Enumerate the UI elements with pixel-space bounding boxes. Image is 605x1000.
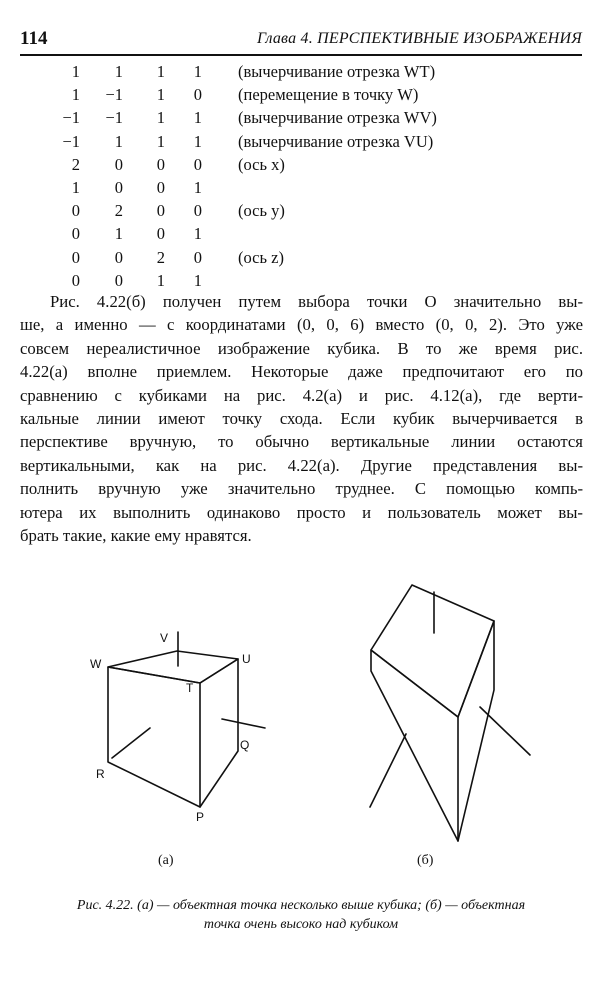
coord-row bbox=[50, 153, 530, 176]
coord-value: 2 bbox=[156, 247, 165, 267]
page-header bbox=[20, 28, 582, 54]
coord-value: −1 bbox=[62, 108, 80, 128]
vertex-label-q: Q bbox=[240, 738, 250, 752]
coord-value: 1 bbox=[114, 62, 123, 81]
coord-value: 1 bbox=[71, 177, 80, 197]
coord-value: 1 bbox=[156, 270, 165, 290]
cube-b-front-face bbox=[371, 650, 458, 841]
paragraph-line: ютера их выполнить одинаково просто и пользователь может вы- bbox=[20, 502, 583, 522]
vertex-label-w: W bbox=[90, 657, 102, 671]
coord-row bbox=[50, 199, 530, 222]
coord-value: 0 bbox=[193, 85, 202, 105]
paragraph-line: вертикальными, как на рис. 4.22(а). Другие представления вы- bbox=[20, 455, 583, 475]
body-paragraph bbox=[20, 290, 583, 547]
coord-value: 1 bbox=[71, 85, 80, 105]
coord-value: 0 bbox=[71, 247, 80, 267]
coord-value: 1 bbox=[193, 224, 202, 244]
paragraph-line: перспективе вручную, то обычно вертикальные линии остаются bbox=[20, 432, 583, 452]
coord-value: 1 bbox=[193, 177, 202, 197]
coord-value: 1 bbox=[156, 85, 165, 105]
subfigure-label-b: (б) bbox=[417, 853, 434, 868]
paragraph-line: совсем нереалистичное изображение кубика. В то же время рис. bbox=[20, 338, 583, 358]
caption-line-1: Рис. 4.22. (а) — объектная точка несколько выше кубика; (б) — объектная bbox=[76, 898, 526, 913]
vertex-label-t: T bbox=[186, 681, 194, 695]
coord-comment: (вычерчивание отрезка WT) bbox=[238, 62, 436, 81]
coord-value: 1 bbox=[193, 108, 202, 128]
coord-value: −1 bbox=[105, 108, 123, 128]
coord-row bbox=[50, 106, 530, 129]
coord-value: 2 bbox=[114, 201, 123, 221]
paragraph-line: полнить вручную уже значительно труднее. С помощью компь- bbox=[20, 479, 583, 499]
coord-value: −1 bbox=[62, 131, 80, 151]
coord-value: 0 bbox=[71, 270, 80, 290]
cube-b-x-axis bbox=[370, 734, 406, 807]
coord-row bbox=[50, 269, 530, 292]
coord-value: 1 bbox=[156, 62, 165, 81]
running-title: Глава 4. ПЕРСПЕКТИВНЫЕ ИЗОБРАЖЕНИЯ bbox=[257, 30, 582, 47]
coord-value: 2 bbox=[71, 154, 80, 174]
coord-value: 0 bbox=[156, 201, 165, 221]
coord-value: 1 bbox=[71, 62, 80, 81]
vertex-label-r: R bbox=[96, 767, 105, 781]
cube-a-right-face bbox=[200, 659, 238, 807]
cube-a-x-axis bbox=[112, 728, 150, 758]
caption-line-2: точка очень высоко над кубиком bbox=[203, 917, 399, 932]
page-number: 114 bbox=[20, 28, 48, 49]
coord-value: 0 bbox=[193, 154, 202, 174]
subfigure-label-a: (а) bbox=[158, 853, 174, 868]
figure-caption bbox=[20, 896, 582, 934]
paragraph-line: брать такие, какие ему нравятся. bbox=[20, 525, 252, 545]
coord-comment: (ось y) bbox=[238, 201, 285, 221]
coord-comment: (перемещение в точку W) bbox=[238, 85, 419, 105]
coord-value: 0 bbox=[114, 177, 123, 197]
paragraph-line: Рис. 4.22(б) получен путем выбора точки O значительно вы- bbox=[50, 292, 583, 311]
coord-row bbox=[50, 176, 530, 199]
vertex-label-u: U bbox=[242, 652, 251, 666]
coordinates-table bbox=[50, 60, 530, 292]
coord-value: 0 bbox=[193, 201, 202, 221]
header-rule bbox=[20, 54, 582, 56]
coord-row bbox=[50, 222, 530, 245]
cube-b bbox=[370, 585, 530, 841]
cube-b-y-axis bbox=[480, 707, 530, 755]
coord-value: 1 bbox=[156, 131, 165, 151]
coord-value: 1 bbox=[156, 108, 165, 128]
coord-value: 1 bbox=[193, 62, 202, 81]
vertex-label-p: P bbox=[196, 810, 205, 824]
coord-value: 0 bbox=[71, 201, 80, 221]
cube-b-right-face bbox=[458, 621, 494, 841]
paragraph-line: кальные линии имеют точку схода. Если кубик вычерчивается в bbox=[20, 408, 583, 428]
coord-row bbox=[50, 83, 530, 106]
coord-value: −1 bbox=[105, 85, 123, 105]
coord-value: 0 bbox=[193, 247, 202, 267]
coord-row bbox=[50, 60, 530, 83]
coord-comment: (ось x) bbox=[238, 154, 285, 174]
coord-value: 1 bbox=[193, 270, 202, 290]
coord-value: 0 bbox=[156, 154, 165, 174]
coord-value: 0 bbox=[71, 224, 80, 244]
coord-value: 1 bbox=[193, 131, 202, 151]
coord-value: 0 bbox=[114, 154, 123, 174]
coord-value: 0 bbox=[114, 247, 123, 267]
paragraph-line: сравнению с кубиками на рис. 4.2(а) и рис. 4.12(а), где верти- bbox=[20, 385, 583, 405]
coord-comment: (ось z) bbox=[238, 247, 284, 267]
cube-drawings bbox=[0, 570, 605, 870]
coord-row bbox=[50, 130, 530, 153]
paragraph-line: 4.22(а) вполне приемлем. Некоторые даже предпочитают его по bbox=[20, 362, 583, 382]
coord-comment: (вычерчивание отрезка WV) bbox=[238, 108, 437, 128]
coord-value: 1 bbox=[114, 224, 123, 244]
coord-value: 0 bbox=[156, 177, 165, 197]
coord-comment: (вычерчивание отрезка VU) bbox=[238, 131, 434, 151]
coord-value: 0 bbox=[156, 224, 165, 244]
coord-row bbox=[50, 246, 530, 269]
coord-value: 1 bbox=[114, 131, 123, 151]
paragraph-line: ше, а именно — с координатами (0, 0, 6) вместо (0, 0, 2). Это уже bbox=[20, 315, 583, 335]
coord-value: 0 bbox=[114, 270, 123, 290]
cube-a-y-axis bbox=[222, 719, 265, 728]
figure-4-22 bbox=[0, 570, 605, 870]
vertex-label-v: V bbox=[160, 631, 169, 645]
